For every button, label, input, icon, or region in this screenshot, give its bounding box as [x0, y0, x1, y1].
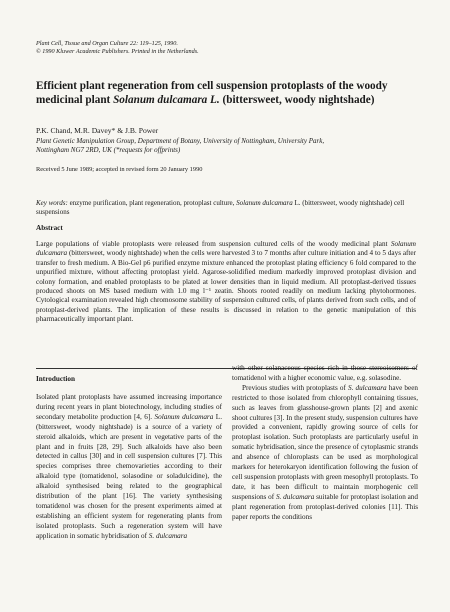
intro-right-paragraph-1: with other solanaceous species rich in those stereoisomers of tomatidenol with a higher economic value, e.g. solasodine.	[232, 364, 418, 382]
abstract-text-1: Large populations of viable protoplasts were released from suspension cultured cells of the woody medicinal plant	[36, 240, 391, 248]
intro-right-species: S. dulcamara	[347, 383, 387, 392]
affiliation	[36, 137, 426, 155]
abstract-heading: Abstract	[36, 224, 63, 232]
title-part1: Efficient plant regeneration from cell suspension protoplasts of the woody medicinal plant	[36, 80, 388, 106]
abstract-text-2: (bittersweet, woody nightshade) when the cells were harvested 3 to 7 months after culture initiation and 4 to 5 days after transfer to fresh medium. A Bio-Gel p6 purified enzyme mixture enhanced the protoplast plating efficiency 6 fold compared to the unpurified mixture, without affecting protoplast yield. Agarose-solidified medium markedly improved protoplast division and colony formation, and enabled protoplasts to be plated at lower densities than in liquid medium. All protoplast-derived tissues produced shoots on MS based medium with 1.0 mg l⁻¹ zeatin. Shoots rooted readily on medium lacking phytohormones. Cytological examination revealed high chromosome stability of suspension cultured cells, of plants derived from such cells, and of protoplast-derived plants. The implication of these results is discussed in relation to the genetic manipulation of this pharmaceutically important plant.	[36, 249, 416, 324]
abstract-body	[36, 240, 416, 325]
journal-citation	[36, 40, 199, 55]
journal-line: Plant Cell, Tissue and Organ Culture 22: 119–125, 1990.	[36, 40, 178, 47]
copyright-line: © 1990 Kluwer Academic Publishers. Printed in the Netherlands.	[36, 47, 199, 55]
affiliation-line-2: Nottingham NG7 2RD, UK (*requests for offprints)	[36, 146, 181, 154]
intro-right-column	[232, 364, 418, 523]
abstract-species: Solanum dulcamara	[36, 240, 416, 258]
intro-right-text-1: Previous studies with protoplasts of	[242, 383, 348, 392]
intro-right-text-3: suitable for protoplast isolation and plant regeneration from protoplast-derived colonies [11]. This paper reports the conditions	[232, 492, 418, 521]
intro-right-paragraph-2	[232, 384, 418, 523]
intro-left-species-2: S. dulcamara	[148, 531, 188, 540]
title-part2: (bittersweet, woody nightshade)	[219, 94, 375, 106]
keywords-text-2: L. (bittersweet, woody nightshade) cell suspensions	[36, 199, 405, 217]
intro-right-species-2: S. dulcamara	[275, 492, 315, 501]
keywords	[36, 199, 431, 218]
intro-right-text-2: have been restricted to those isolated from chlorophyll containing tissues, such as leaves from glasshouse-grown plants [2] and axenic shoot cultures [3]. In the present study, suspension cultures have provided a convenient, rapidly growing source of cells for protoplast isolation. Such protoplasts are particularly useful in somatic hybridisation, since the presence of cytoplasmic strands and absence of chloroplasts can be used as morphological markers for heterokaryon identification following the fusion of cell suspension protoplasts with green mesophyll protoplasts. To date, it has been difficult to maintain morphogenic cell suspensions of	[232, 383, 418, 501]
received-dates: Received 5 June 1989; accepted in revised form 20 January 1990	[36, 166, 203, 173]
intro-left-species: Solanum dulcamara	[154, 412, 214, 421]
introduction-heading: Introduction	[36, 375, 76, 383]
intro-left-column	[36, 393, 222, 542]
title-species: Solanum dulcamara L.	[113, 94, 220, 106]
keywords-species: Solanum dulcamara	[236, 199, 293, 207]
paper-title	[36, 79, 416, 107]
intro-left-text-1: Isolated plant protoplasts have assumed increasing importance during recent years in plant biotechnology, including studies of secondary metabolite production [4, 6].	[36, 393, 222, 421]
keywords-label: Key words:	[36, 199, 68, 207]
keywords-text-1: enzyme purification, plant regeneration, protoplast culture,	[67, 199, 237, 207]
intro-left-text-2: L. (bittersweet, woody nightshade) is a source of a variety of steroid alkaloids, which are present in vegetative parts of the plant and in fruits [28, 29]. Such alkaloids have also been detected in callus [30] and in cell suspension cultures [7]. This species comprises three chemovarieties according to their alkaloid type (tomatidenol, solasodine or soladulcidine), the alkaloid synthesised being related to the geographical distribution of the plant [16]. The variety synthesising tomatidenol was chosen for the present experiments aimed at establishing an efficient system for regenerating plants from isolated protoplasts. Such a regeneration system will have application in somatic hybridisation of	[36, 412, 222, 540]
affiliation-line-1: Plant Genetic Manipulation Group, Department of Botany, University of Nottingham, University Park,	[36, 137, 325, 145]
author-list: P.K. Chand, M.R. Davey* & J.B. Power	[36, 126, 159, 135]
